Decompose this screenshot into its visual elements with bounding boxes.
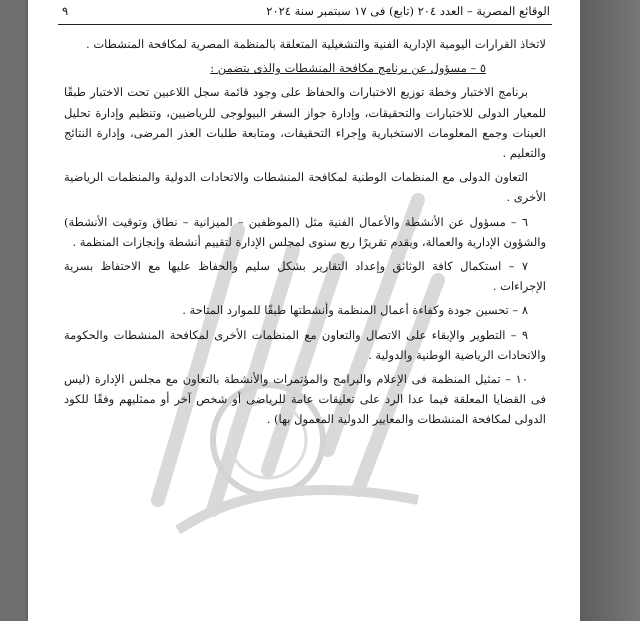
section-5-paragraph-1: برنامج الاختبار وخطة توزيع الاختبارات والحفاظ على وجود قائمة سجل اللاعبين تحت الاختبار طبقًا للمعيار الدولى للاختبارات والتحقيقات، وإدارة جواز السفر البيولوجى للرياضيين، وتنظيم وإدارة تحليل العينات وجمع المعلومات الاستخبارية وإجراء التحقيقات، ومتابعة طلبات العذر المرضى، وإدارة النتائج والتعليم . bbox=[64, 85, 546, 161]
item-6: ٦ – مسؤول عن الأنشطة والأعمال الفنية مثل (الموظفين – الميزانية – نطاق وتوقيت الأنشطة) والشؤون الإدارية والعمالة، ويقدم تقريرًا ربع سنوى لمجلس الإدارة لتقييم أنشطة وإنجازات المنظمة . bbox=[64, 214, 546, 249]
item-8: ٨ – تحسين جودة وكفاءة أعمال المنظمة وأنشطتها طبقًا للموارد المتاحة . bbox=[182, 303, 528, 318]
item-7: ٧ – استكمال كافة الوثائق وإعداد التقارير بشكل سليم والحفاظ عليها مع الاحتفاظ بسرية الإجراءات . bbox=[64, 259, 546, 294]
item-9: ٩ – التطوير والإبقاء على الاتصال والتعاون مع المنظمات الأخرى لمكافحة المنشطات والحكومة والاتحادات الرياضية الوطنية والدولية . bbox=[64, 327, 546, 362]
intro-paragraph: لاتخاذ القرارات اليومية الإدارية الفنية والتشغيلية المتعلقة بالمنظمة المصرية لمكافحة المنشطات . bbox=[86, 37, 546, 51]
document-body bbox=[64, 34, 546, 434]
page-header bbox=[62, 4, 550, 22]
document-page bbox=[28, 0, 580, 621]
item-10: ١٠ – تمثيل المنظمة فى الإعلام والبرامج والمؤتمرات والأنشطة بالتعاون مع مجلس الإدارة (ليس فى القضايا المعلقة فيما عدا الرد على تعليقات عامة للرياضى أو شخص آخر أو ممثليهم وفقًا للكود الدولى لمكافحة المنشطات والمعايير الدولية المعمول بها) . bbox=[64, 372, 546, 427]
gazette-title: الوقائع المصرية – العدد ٢٠٤ (تابع) فى ١٧ سبتمبر سنة ٢٠٢٤ bbox=[266, 4, 550, 18]
section-5-paragraph-2: التعاون الدولى مع المنظمات الوطنية لمكافحة المنشطات والاتحادات الدولية والمنظمات الرياضية الأخرى . bbox=[64, 170, 546, 205]
section-5-heading-text: ٥ – مسؤول عن برنامج مكافحة المنشطات والذى يتضمن : bbox=[210, 61, 486, 76]
viewer-background bbox=[580, 0, 640, 621]
page-number: ٩ bbox=[62, 4, 69, 18]
header-rule bbox=[58, 24, 552, 25]
section-5-heading bbox=[64, 58, 546, 78]
